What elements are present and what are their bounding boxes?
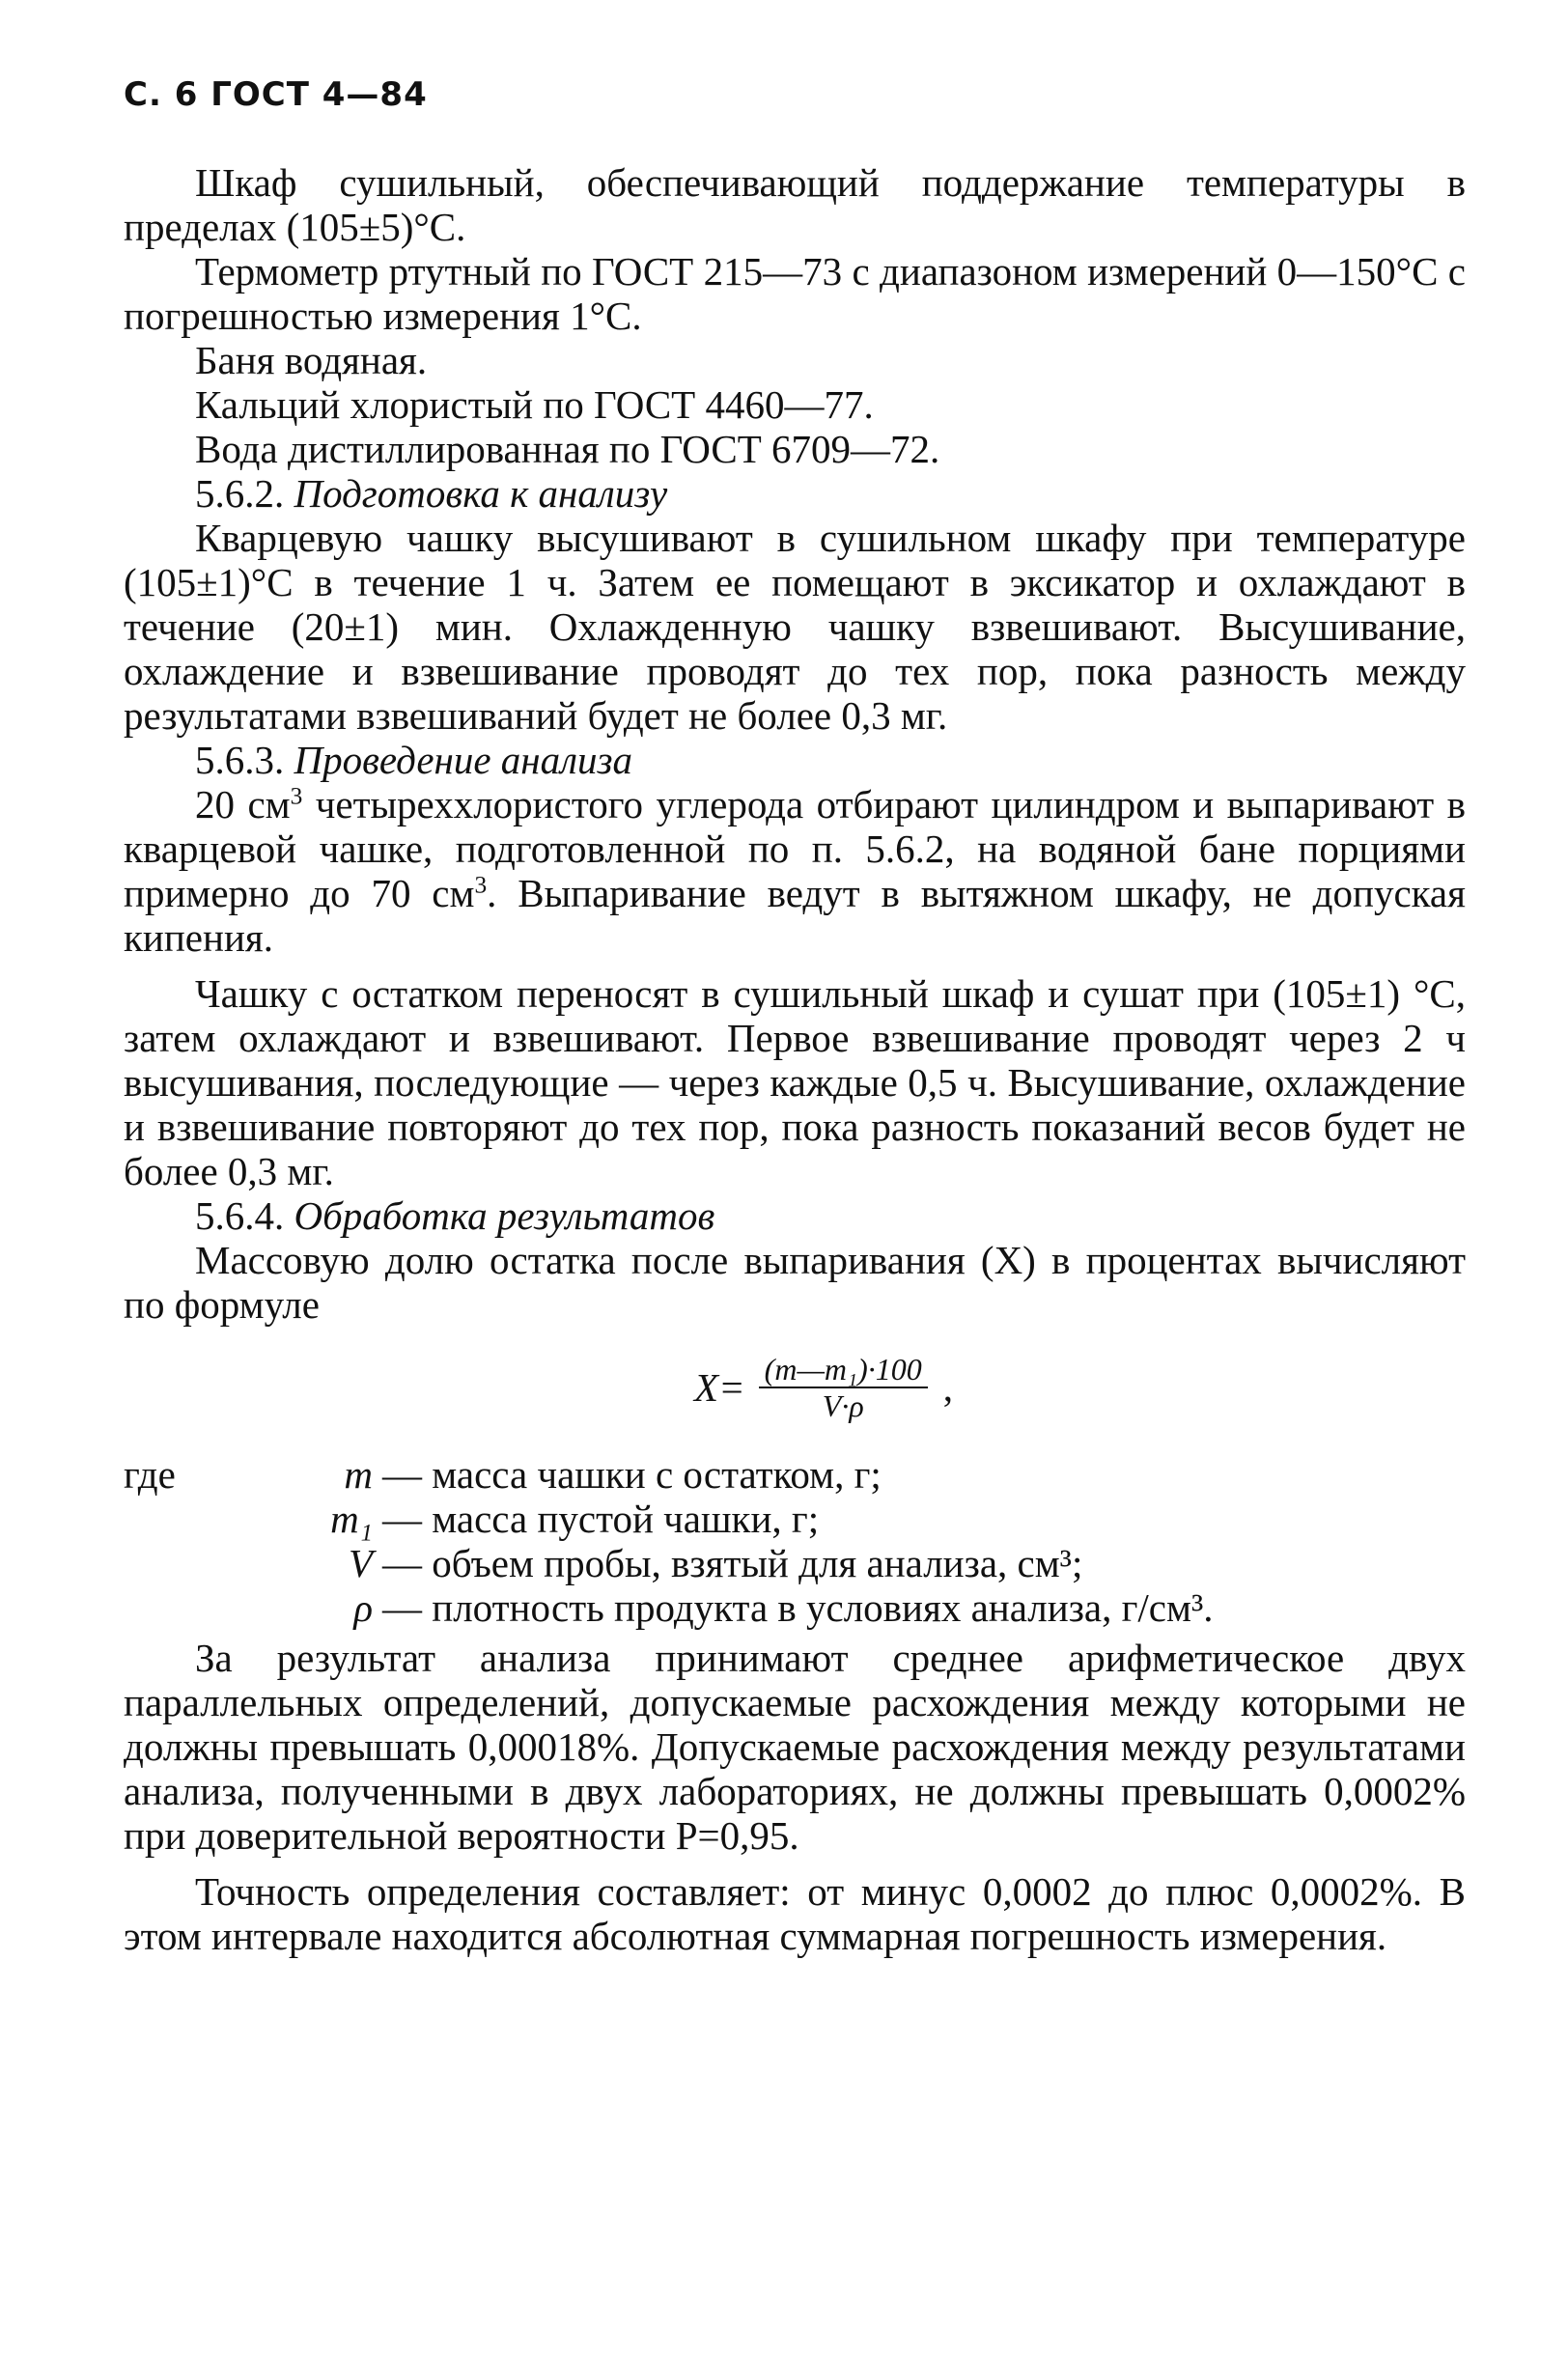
section-heading-5-6-2 bbox=[124, 471, 1466, 516]
definition-symbol: m bbox=[344, 1452, 373, 1497]
definition-text: — масса пустой чашки, г; bbox=[382, 1497, 820, 1541]
definition-lead bbox=[124, 1497, 238, 1541]
paragraph-distilled-water: Вода дистиллированная по ГОСТ 6709—72. bbox=[195, 427, 940, 471]
paragraph-procedure-1 bbox=[124, 782, 1466, 960]
section-title: Обработка результатов bbox=[294, 1193, 715, 1238]
paragraph-accuracy: Точность определения составляет: от минус 0,0002 до плюс 0,0002%. В этом интервале находится абсолютная суммарная погрешность измерения. bbox=[124, 1869, 1466, 1958]
formula-block bbox=[124, 1352, 1466, 1423]
definition-symbol: m₁ bbox=[330, 1497, 373, 1541]
section-number: 5.6.2. bbox=[195, 471, 285, 516]
section-heading-5-6-4 bbox=[124, 1193, 1466, 1238]
paragraph-water-bath: Баня водяная. bbox=[195, 338, 428, 382]
formula-trailing: , bbox=[942, 1365, 954, 1410]
paragraph-procedure-2: Чашку с остатком переносят в сушильный шкаф и сушат при (105±1) °С, затем охлаждают и взвешивают. Первое взвешивание проводят через 2 ч высушивания, последующие — через каждые 0,5 ч. Высушивание, охлаждение и взвешивание повторяют до тех пор, пока разность показаний весов будет не более 0,3 мг. bbox=[124, 971, 1466, 1193]
definition-text: — плотность продукта в условиях анализа, г/см³. bbox=[382, 1585, 1214, 1630]
definition-row bbox=[124, 1497, 1466, 1541]
definition-lead bbox=[124, 1541, 238, 1585]
section-title: Подготовка к анализу bbox=[294, 471, 668, 516]
formula-denominator: V·ρ bbox=[822, 1388, 864, 1423]
paragraph-result: За результат анализа принимают среднее арифметическое двух параллельных определений, допускаемые расхождения между которыми не должны превышать 0,00018%. Допускаемые расхождения между результатами анализа, полученными в двух лабораториях, не должны превышать 0,0002% при доверительной вероятности P=0,95. bbox=[124, 1636, 1466, 1858]
text-run: . Выпаривание ведут в вытяжном шкафу, не допуская кипения. bbox=[124, 871, 1466, 960]
paragraph-drying-cabinet: Шкаф сушильный, обеспечивающий поддержание температуры в пределах (105±5)°С. bbox=[124, 160, 1466, 249]
superscript: 3 bbox=[290, 782, 303, 810]
formula bbox=[694, 1352, 953, 1423]
running-header: С. 6 ГОСТ 4—84 bbox=[124, 75, 428, 114]
paragraph-preparation: Кварцевую чашку высушивают в сушильном шкафу при температуре (105±1)°С в течение 1 ч. Затем ее помещают в эксикатор и охлаждают в течение (20±1) мин. Охлажденную чашку взвешивают. Высушивание, охлаждение и взвешивание проводят до тех пор, пока разность между результатами взвешиваний будет не более 0,3 мг. bbox=[124, 516, 1466, 738]
variable-definitions bbox=[124, 1452, 1466, 1630]
definition-text: — объем пробы, взятый для анализа, см³; bbox=[382, 1541, 1083, 1585]
definition-symbol: ρ bbox=[353, 1585, 373, 1630]
paragraph-calcium-chloride: Кальций хлористый по ГОСТ 4460—77. bbox=[195, 382, 874, 427]
text-run: 20 см bbox=[195, 782, 291, 826]
definition-text: — масса чашки с остатком, г; bbox=[382, 1452, 882, 1497]
section-number: 5.6.4. bbox=[195, 1193, 285, 1238]
definition-lead: где bbox=[124, 1452, 176, 1497]
section-number: 5.6.3. bbox=[195, 738, 285, 782]
formula-fraction bbox=[759, 1352, 928, 1423]
document-body bbox=[124, 160, 1466, 1958]
paragraph-thermometer: Термометр ртутный по ГОСТ 215—73 с диапазоном измерений 0—150°С с погрешностью измерения 1°С. bbox=[124, 249, 1466, 338]
formula-numerator: (m—m₁)·100 bbox=[759, 1352, 928, 1388]
text-run: четыреххлористого углерода отбирают цилиндром и выпаривают в кварцевой чашке, подготовленной по п. 5.6.2, на водяной бане порциями примерно до 70 см bbox=[124, 782, 1466, 915]
definition-row bbox=[124, 1585, 1466, 1630]
definition-row bbox=[124, 1541, 1466, 1585]
definition-lead bbox=[124, 1585, 238, 1630]
definition-row bbox=[124, 1452, 1466, 1497]
definition-symbol: V bbox=[348, 1541, 373, 1585]
paragraph-calculation: Массовую долю остатка после выпаривания (X) в процентах вычисляют по формуле bbox=[124, 1238, 1466, 1327]
formula-lhs: X= bbox=[693, 1365, 745, 1410]
section-heading-5-6-3 bbox=[124, 738, 1466, 782]
superscript: 3 bbox=[474, 871, 488, 899]
section-title: Проведение анализа bbox=[294, 738, 633, 782]
